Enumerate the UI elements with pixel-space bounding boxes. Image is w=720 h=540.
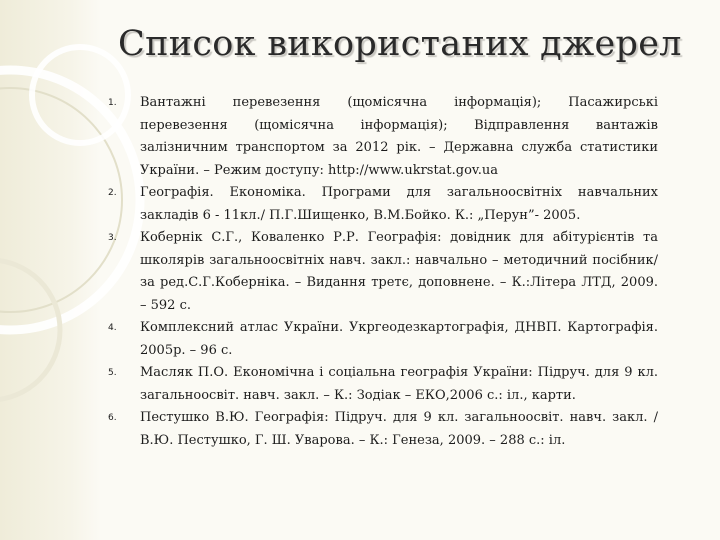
page-title: Список використаних джерел — [118, 24, 682, 64]
list-item — [108, 362, 658, 407]
list-item — [108, 407, 658, 452]
list-item-number: 4. — [108, 323, 117, 333]
list-item-text: Пестушко В.Ю. Географія: Підруч. для 9 кл. загальноосвіт. навч. закл. / В.Ю. Пестушко, Г. Ш. Уварова. – К.: Генеза, 2009. – 288 с.: іл. — [140, 410, 658, 448]
references-list — [108, 92, 658, 452]
list-item — [108, 92, 658, 182]
list-item-text: Комплексний атлас України. Укргеодезкартографія, ДНВП. Картографія. 2005р. – 96 с. — [140, 320, 658, 358]
list-item-number: 1. — [108, 98, 117, 108]
list-item-text: Масляк П.О. Економічна і соціальна географія України: Підруч. для 9 кл. загальноосвіт. навч. закл. – К.: Зодіак – ЕКО,2006 с.: іл., карти. — [140, 365, 658, 403]
list-item — [108, 227, 658, 317]
list-item — [108, 317, 658, 362]
list-item-number: 3. — [108, 233, 117, 243]
list-item-text: Вантажні перевезення (щомісячна інформація); Пасажирські перевезення (щомісячна інформація); Відправлення вантажів залізничним транспортом за 2012 рік. – Державна служба статистики України. – Режим доступу: http://www.ukrstat.gov.ua — [140, 95, 658, 178]
list-item-number: 2. — [108, 188, 117, 198]
list-item — [108, 182, 658, 227]
list-item-text: Кобернік С.Г., Коваленко Р.Р. Географія: довідник для абітурієнтів та школярів загальноосвітніх навч. закл.: навчально – методичний посібник/ за ред.С.Г.Коберніка. – Видання третє, доповнене. – К.:Літера ЛТД, 2009. – 592 с. — [140, 230, 658, 313]
list-item-number: 6. — [108, 413, 117, 423]
list-item-text: Географія. Економіка. Програми для загальноосвітніх навчальних закладів 6 - 11кл./ П.Г.Шищенко, В.М.Бойко. К.: „Перун”- 2005. — [140, 185, 658, 223]
list-item-number: 5. — [108, 368, 117, 378]
left-background-band — [0, 0, 100, 540]
